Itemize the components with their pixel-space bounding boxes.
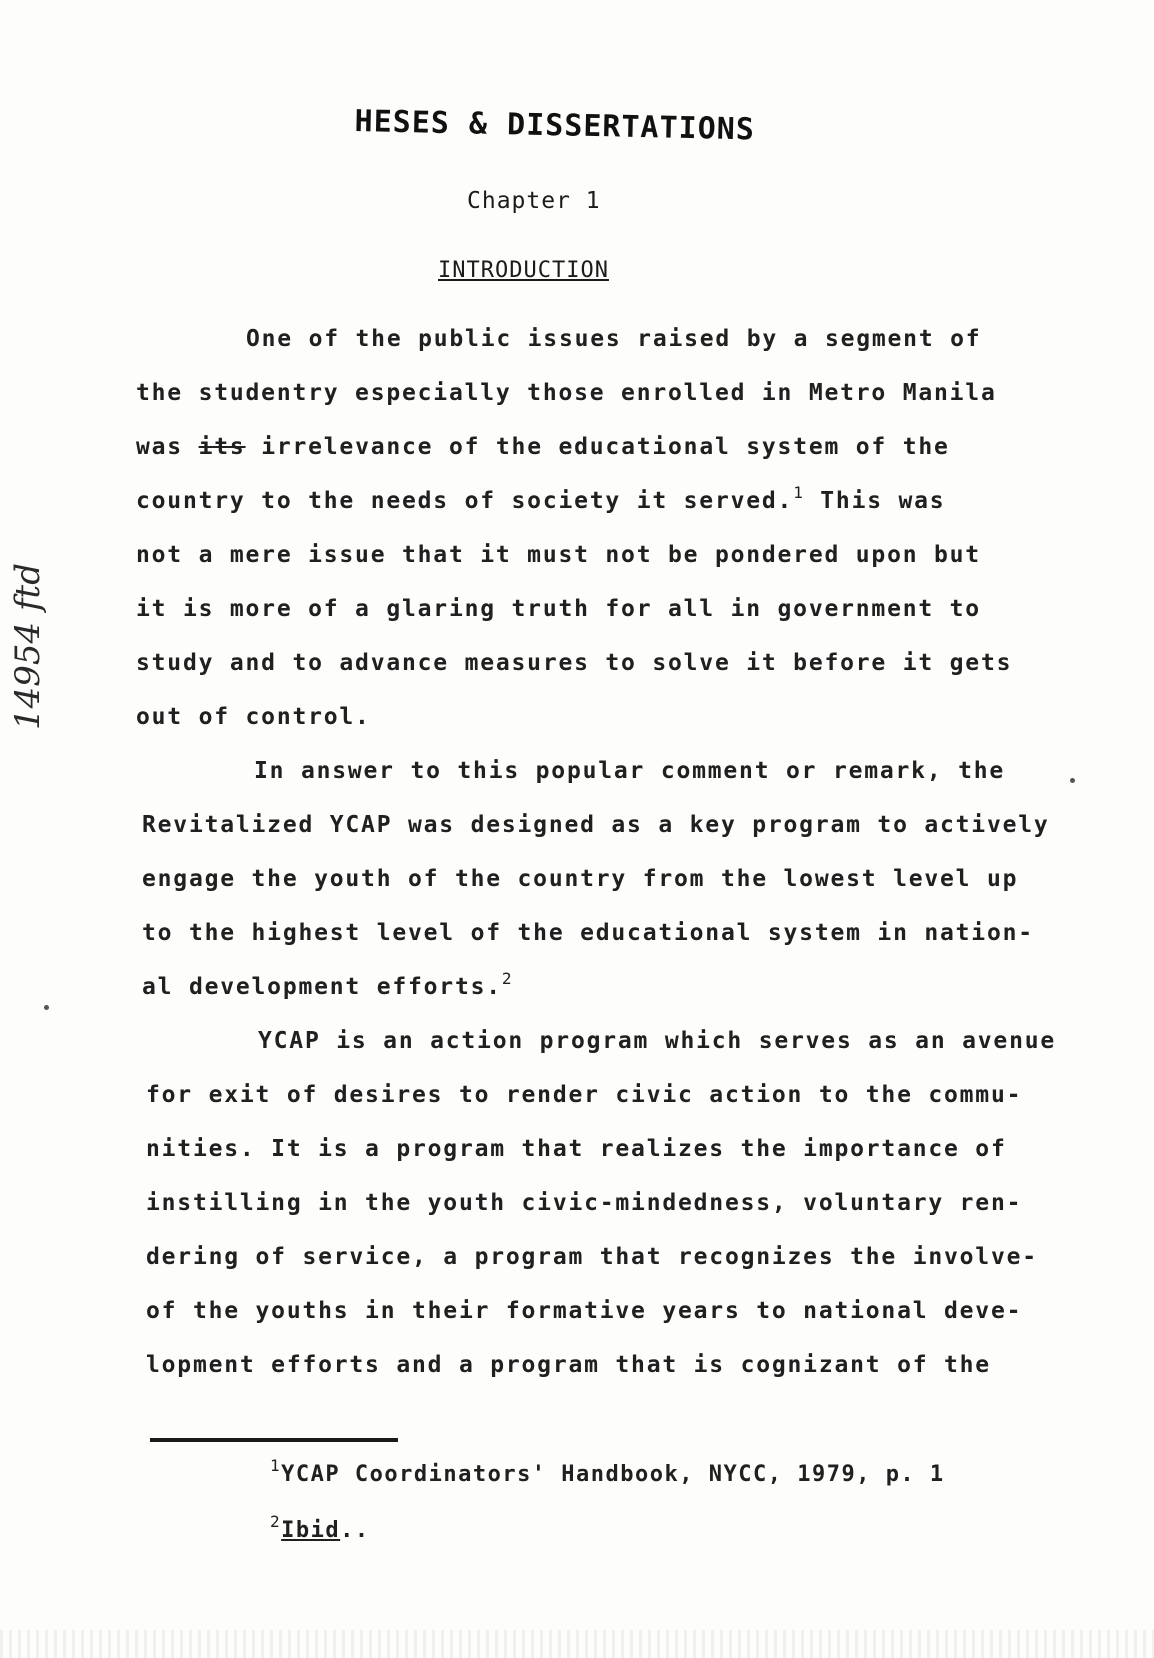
- body-line: was its irrelevance of the educational system of the: [136, 434, 950, 460]
- body-line: dering of service, a program that recognizes the involve-: [146, 1244, 1038, 1270]
- body-line: the studentry especially those enrolled in Metro Manila: [136, 380, 997, 406]
- body-line: study and to advance measures to solve it before it gets: [136, 650, 1013, 676]
- scan-speck: [1070, 778, 1075, 783]
- scan-speck: [44, 1005, 49, 1010]
- scan-edge-noise: [0, 1630, 1154, 1658]
- footnote-ref: 2: [501, 969, 514, 988]
- body-line: nities. It is a program that realizes the importance of: [146, 1136, 1007, 1162]
- body-line: lopment efforts and a program that is cognizant of the: [146, 1352, 991, 1378]
- footnote-1: $^1$YCAP Coordinators' Handbook, NYCC, 1979, p. 1: [270, 1456, 945, 1487]
- footnote-2: $^2$Ibid..: [270, 1512, 370, 1543]
- body-line: One of the public issues raised by a segment of: [246, 326, 982, 352]
- body-line: for exit of desires to render civic action to the commu-: [146, 1082, 1023, 1108]
- body-line: al development efforts.$^2$: [142, 969, 514, 1000]
- footnote-ref: 1: [793, 483, 805, 502]
- body-line: YCAP is an action program which serves as an avenue: [258, 1028, 1057, 1054]
- footnote-divider: [150, 1438, 398, 1442]
- handwritten-margin-note: 14954 ftd: [8, 563, 48, 730]
- body-line: of the youths in their formative years to national deve-: [146, 1298, 1023, 1324]
- section-heading: INTRODUCTION: [438, 258, 609, 283]
- body-line: to the highest level of the educational system in nation-: [142, 920, 1034, 946]
- body-line: country to the needs of society it served.$^1$ This was: [136, 483, 946, 514]
- body-line: out of control.: [136, 704, 371, 730]
- chapter-heading: Chapter 1: [467, 188, 601, 214]
- body-line: engage the youth of the country from the lowest level up: [142, 866, 1019, 892]
- body-line: instilling in the youth civic-mindedness, voluntary ren-: [146, 1190, 1023, 1216]
- body-line: In answer to this popular comment or remark, the: [254, 758, 1006, 784]
- theses-dissertation-stamp: HESES & DISSERTATIONS: [354, 104, 756, 148]
- body-line: it is more of a glaring truth for all in government to: [136, 596, 981, 622]
- body-line: not a mere issue that it must not be pondered upon but: [136, 542, 981, 568]
- body-line: Revitalized YCAP was designed as a key program to actively: [142, 812, 1050, 838]
